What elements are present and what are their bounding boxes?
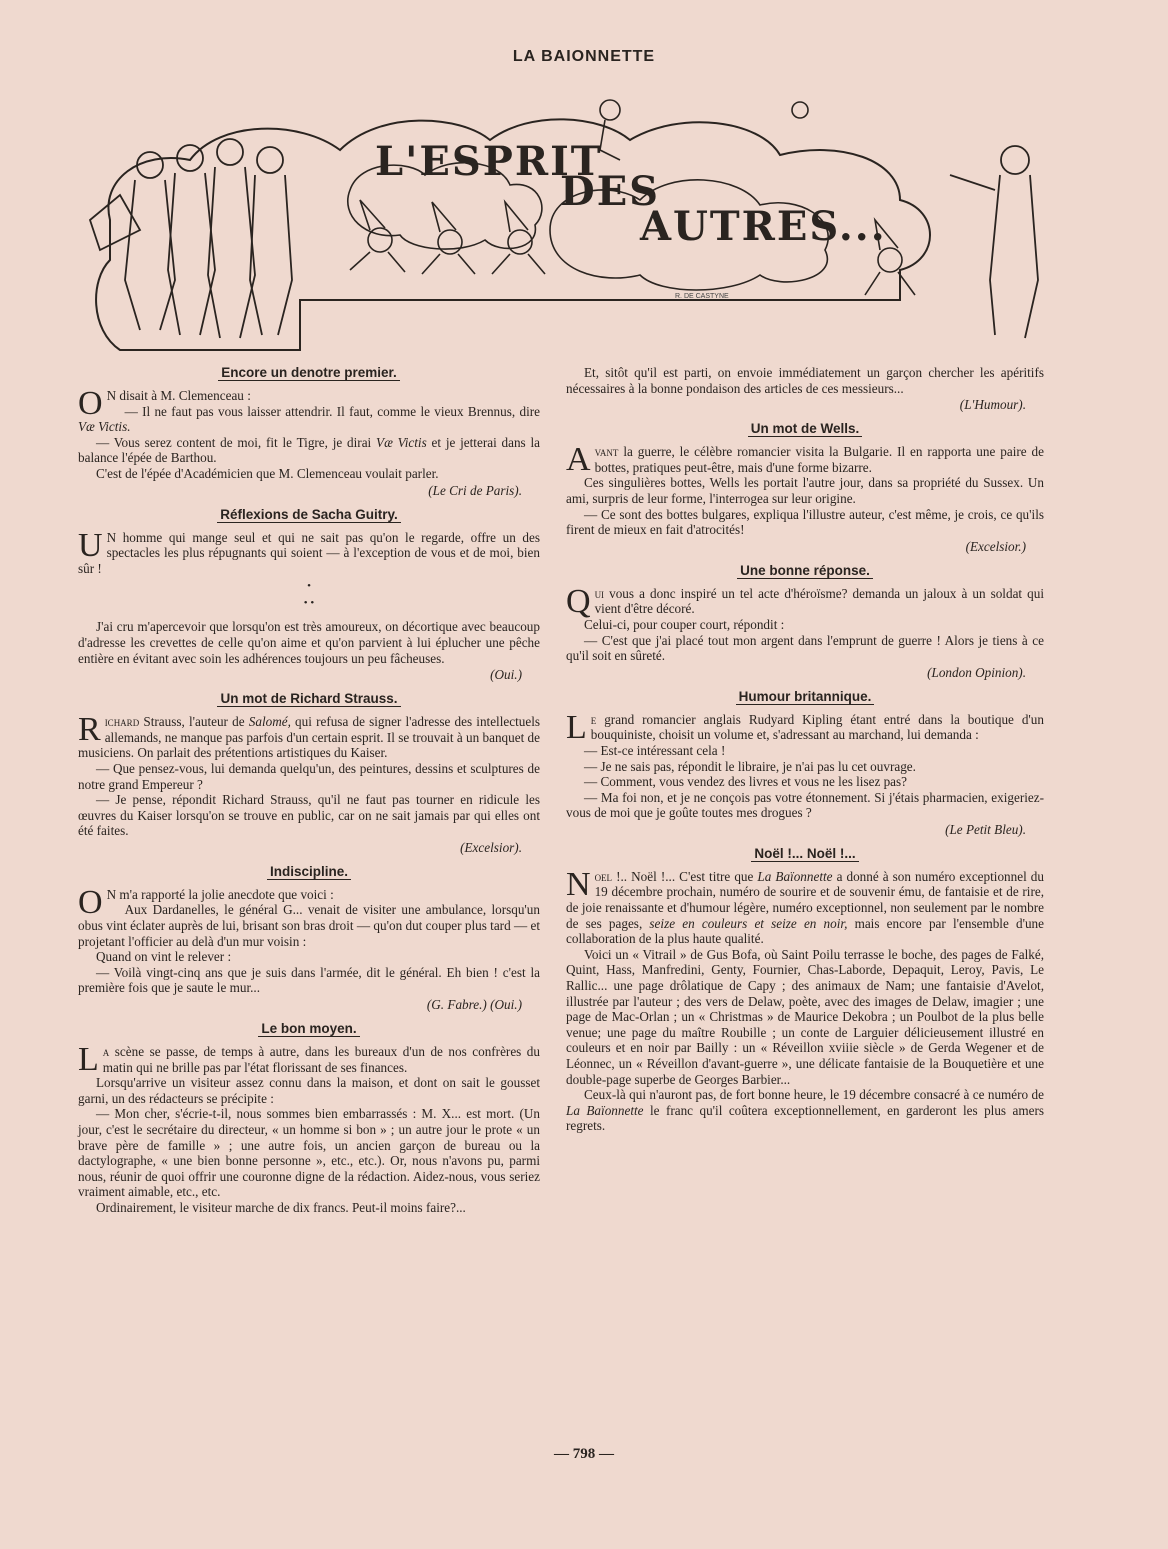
article-heading: Humour britannique. [566, 689, 1044, 704]
article-bon-moyen-continued: Et, sitôt qu'il est parti, on envoie immédiatement un garçon chercher les apéritifs nécessaires à la bonne pondaison des articles de ces messieurs... (L'Humour). [566, 365, 1044, 413]
article-bonne-reponse: Une bonne réponse. Qui vous a donc inspiré un tel acte d'héroïsme? demanda un jaloux à un soldat qui vient d'être décoré. Celui-ci, pour couper court, répondit : — C'est que j'ai placé tout mon argent dans l'emprunt de guerre ! Alors je tiens à ce qu'il soit en sûreté. (London Opinion). [566, 562, 1044, 680]
drop-cap: O [78, 883, 103, 921]
masthead: LA BAIONNETTE [512, 48, 656, 65]
article-clemenceau: Encore un denotre premier. O N disait à M. Clemenceau : — Il ne faut pas vous laisser attendrir. Il faut, comme le vieux Brennus, dire Væ Victis. — Vous serez content de moi, fit le Tigre, je dirai Væ Victis et je jetterai dans la balance l'épée de Barthou. C'est de l'épée d'Académicien que M. Clemenceau voulait parler. (Le Cri de Paris). [78, 365, 540, 498]
left-column [78, 365, 540, 1222]
drop-cap: Q [566, 582, 591, 620]
article-heading: Un mot de Wells. [566, 421, 1044, 436]
separator-dots: • [307, 580, 311, 593]
article-humour-britannique: Humour britannique. Le grand romancier anglais Rudyard Kipling étant entré dans la boutique d'un bouquiniste, choisit un volume et, s'adressant au marchand, lui demanda : — Est-ce intéressant cela ! — Je ne sais pas, répondit le libraire, je n'ai pas lu cet ouvrage. — Comment, vous vendez des livres et vous ne les lisez pas? — Ma foi non, et je ne conçois pas votre étonnement. Si j'étais pharmacien, exigeriez-vous de moi que je goûte toutes mes drogues ? (Le Petit Bleu). [566, 688, 1044, 837]
drop-cap: O [78, 385, 103, 422]
drop-cap: R [78, 711, 101, 749]
article-indiscipline: Indiscipline. O N m'a rapporté la jolie anecdote que voici : Aux Dardanelles, le général G... venait de visiter une ambulance, lorsqu'un obus vint éclater auprès de lui, brisant son bras droit — qu'on dut couper plus tard — et projetant l'officier au delà d'un mur voisin : Quand on vint le relever : — Voilà vingt-cinq ans que je suis dans l'armée, dit le général. Eh bien ! c'est la première fois que je saute le mur... (G. Fabre.) (Oui.) [78, 863, 540, 1013]
article-heading: Noël !... Noël !... [566, 846, 1044, 861]
article-bon-moyen: Le bon moyen. La scène se passe, de temps à autre, dans les bureaux d'un de nos confrères du matin qui ne brille pas par l'état florissant de ses finances. Lorsqu'arrive un visiteur assez connu dans la maison, et dont on sait le gousset garni, un des rédacteurs se précipite : — Mon cher, s'écrie-t-il, nous sommes bien embarrassés : M. X... est mort. (Un jour, c'est le secrétaire du directeur, « un homme si bon » ; un autre jour le prote « un brave père de famille » ; une autre fois, un ancien garçon de bureau ou la dactylographe, « une bien bonne personne », etc., etc.). Or, nous n'avons pu, parmi nous, réunir de quoi offrir une couronne digne de la rédaction. Aidez-nous, vous seriez vraiment aimable, etc., etc. Ordinairement, le visiteur marche de dix francs. Peut-il moins faire?... [78, 1021, 540, 1215]
article-heading: Un mot de Richard Strauss. [78, 691, 540, 706]
article-strauss: Un mot de Richard Strauss. Richard Strauss, l'auteur de Salomé, qui refusa de signer l'adresse des intellectuels allemands, ne manque pas parfois d'un certain esprit. Il se trouvait à un banquet de musiciens. On parlait des prétentions artistiques du Kaiser. — Que pensez-vous, lui demanda quelqu'un, des peintures, dessins et sculptures de notre grand Empereur ? — Je pense, répondit Richard Strauss, qu'il ne faut pas tourner en ridicule les œuvres du Kaiser lorsqu'on se trouve en public, car on ne sait jamais par qui elles ont été faites. (Excelsior). [78, 691, 540, 855]
page-number: — 798 — [554, 1446, 614, 1462]
banner-title-line1: L'ESPRIT [375, 138, 603, 185]
separator-dots: • • [303, 597, 315, 610]
article-source: (Excelsior). [460, 839, 522, 855]
article-source: (L'Humour). [959, 397, 1026, 413]
banner-title-line3: AUTRES... [640, 203, 887, 250]
drop-cap: U [78, 526, 103, 564]
article-source: (Le Cri de Paris). [428, 482, 522, 498]
drop-cap: L [78, 1041, 99, 1079]
article-source: (Oui.) [490, 667, 522, 683]
article-heading: Réflexions de Sacha Guitry. [78, 507, 540, 522]
article-source: (Le Petit Bleu). [945, 821, 1026, 837]
article-heading: Indiscipline. [78, 864, 540, 879]
article-wells: Un mot de Wells. Avant la guerre, le célèbre romancier visita la Bulgarie. Il en rapporta une paire de bottes, pratiques peut-être, mais d'une forme bizarre. Ces singulières bottes, Wells les portait l'autre jour, dans sa propriété du Sussex. Un ami, surpris de leur forme, l'interrogea sur leur origine. — Ce sont des bottes bulgares, expliqua l'illustre auteur, c'est même, je crois, ce qu'ils firent de mieux en fait d'atrocités! (Excelsior.) [566, 421, 1044, 554]
article-source: (London Opinion). [927, 664, 1026, 680]
article-heading: Le bon moyen. [78, 1021, 540, 1036]
drop-cap: N [566, 865, 591, 903]
article-heading: Une bonne réponse. [566, 563, 1044, 578]
article-source: (Excelsior.) [965, 538, 1026, 554]
banner-title-line2: DES [560, 168, 661, 215]
article-heading: Encore un denotre premier. [78, 365, 540, 380]
banner-illustration [80, 80, 1050, 360]
article-noel: Noël !... Noël !... Noel !.. Noël !... C'est titre que La Baïonnette a donné à son numéro exceptionnel du 19 décembre prochain, numéro de sourire et de souvenir ému, de fantaisie et de rire, de joie renaissante et d'humour légère, numéro exceptionnel, non seulement par le nombre de ses pages, seize en couleurs et seize en noir, mais encore par l'ensemble d'une collaboration de la plus haute qualité. Voici un « Vitrail » de Gus Bofa, où Saint Poilu terrasse le boche, des pages de Falké, Quint, Hass, Manfredini, Genty, Fournier, Chas-Laborde, Depaquit, Leroy, Pavis, Le Rallic... une page drôlatique de Capy ; des animaux de Nam; une fantaisie d'Avelot, illustrée par l'auteur ; des vers de Delaw, poète, avec des images de Delaw, imagier ; une page de Mac-Orlan ; un « Christmas » de Maurice Dekobra ; un Poulbot de la plus belle venue; une page du maître Roubille ; un conte de Larguier délicieusement illustré en couleurs et en noir par Bailly : un « Réveillon xviiie siècle » de Gerda Wegener et de Léonnec, un « Réveillon d'avant-guerre », une délicate fantaisie de la Bouquetière et une double-page superbe de Georges Barbier... Ceux-là qui n'auront pas, de fort bonne heure, le 19 décembre consacré à ce numéro de La Baïonnette le franc qu'il coûtera exceptionnellement, en garderont les plus amers regrets. [566, 845, 1044, 1134]
article-source: (G. Fabre.) (Oui.) [426, 997, 522, 1013]
right-column [566, 365, 1044, 1140]
drop-cap: L [566, 708, 587, 746]
drop-cap: A [566, 441, 591, 479]
banner-signature: R. DE CASTYNE [675, 293, 729, 300]
article-guitry: Réflexions de Sacha Guitry. U N homme qui mange seul et qui ne sait pas qu'on le regarde, offre un des spectacles les plus répugnants qui soient — à l'exception de vous et de moi, bien sûr ! • • • J'ai cru m'apercevoir que lorsqu'on est très amoureux, on décortique avec beaucoup d'adresse les crevettes de celle qu'on aime et qu'on parvient à lui éplucher une pêche entière en évitant avec soin les adhérences toujours un peu fâcheuses. (Oui.) [78, 506, 540, 683]
